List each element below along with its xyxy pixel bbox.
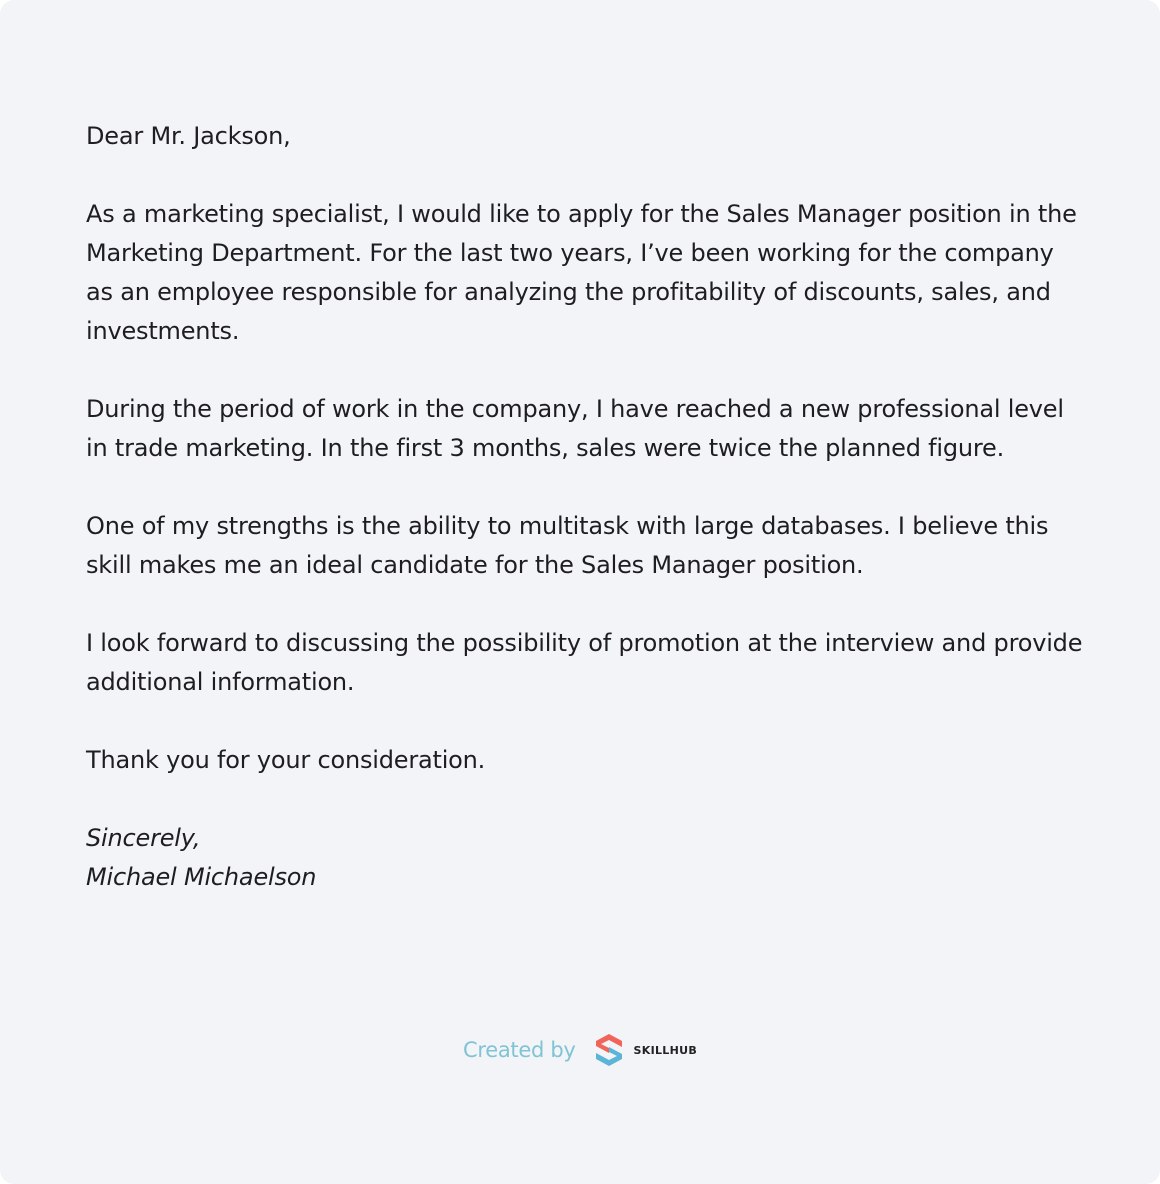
- salutation: Dear Mr. Jackson,: [86, 122, 291, 150]
- cover-letter: [86, 117, 1086, 936]
- closing: Sincerely,: [86, 824, 201, 852]
- created-by-label: Created by: [462, 1038, 576, 1062]
- paragraph-interview: I look forward to discussing the possibility of promotion at the interview and provide additional information.: [86, 629, 1083, 696]
- signoff: [86, 819, 1086, 897]
- paragraph-achievements: During the period of work in the company, I have reached a new professional level in trade marketing. In the first 3 months, sales were twice the planned figure.: [86, 395, 1064, 462]
- paragraph-strengths: One of my strengths is the ability to multitask with large databases. I believe this skill makes me an ideal candidate for the Sales Manager position.: [86, 512, 1049, 579]
- signature: Michael Michaelson: [86, 863, 317, 891]
- footer-credit: [0, 1030, 1160, 1070]
- brand-name: SKILLHUB: [633, 1043, 698, 1057]
- skillhub-logo-icon: [594, 1033, 624, 1067]
- paragraph-thanks: Thank you for your consideration.: [86, 746, 486, 774]
- paragraph-intro: As a marketing specialist, I would like to apply for the Sales Manager position in the Marketing Department. For the last two years, I’ve been working for the company as an employee responsible for analyzing the profitability of discounts, sales, and investments.: [86, 200, 1077, 345]
